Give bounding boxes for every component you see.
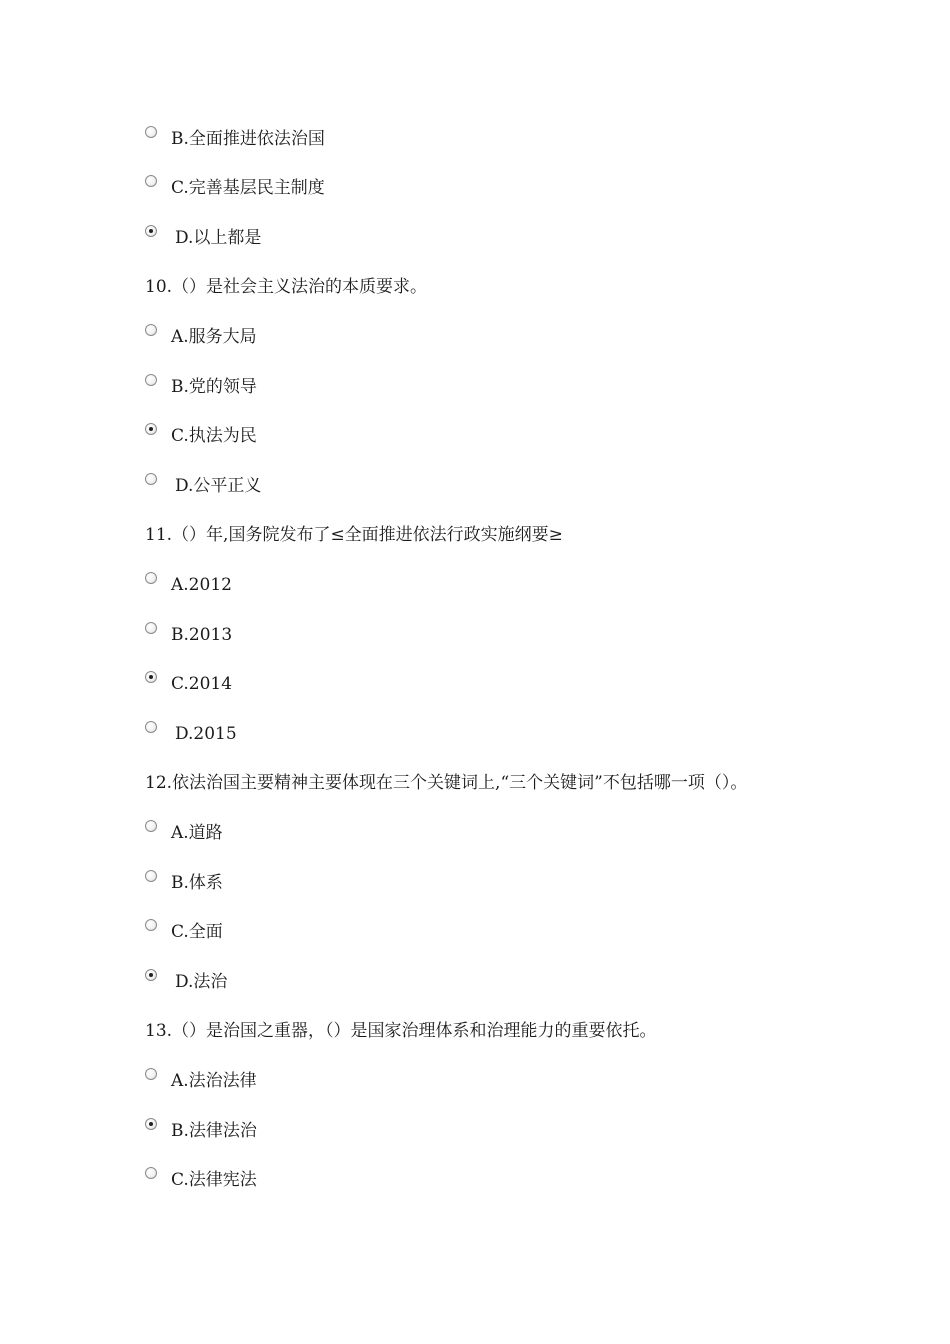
option-label: A.服务大局 (171, 326, 257, 347)
radio-unselected-icon[interactable] (145, 622, 157, 634)
answer-option[interactable] (145, 322, 257, 350)
radio-unselected-icon[interactable] (145, 721, 157, 733)
option-label: C.全面 (171, 922, 223, 943)
option-label: B.体系 (171, 872, 223, 893)
radio-unselected-icon[interactable] (145, 1167, 157, 1179)
radio-unselected-icon[interactable] (145, 1068, 157, 1080)
answer-option[interactable] (145, 223, 261, 251)
question-text: 10.（）是社会主义法治的本质要求。 (145, 276, 428, 297)
option-label: D.法治 (175, 971, 228, 992)
answer-option[interactable] (145, 570, 232, 598)
option-label: A.2012 (171, 574, 232, 595)
answer-option[interactable] (145, 918, 223, 946)
option-label: C.2014 (171, 674, 233, 695)
answer-option[interactable] (145, 620, 232, 648)
answer-option[interactable] (145, 471, 261, 499)
answer-option[interactable] (145, 868, 223, 896)
answer-option[interactable] (145, 1066, 257, 1094)
option-label: D.2015 (175, 723, 237, 744)
radio-selected-icon[interactable] (145, 1118, 157, 1130)
answer-option[interactable] (145, 174, 325, 202)
radio-unselected-icon[interactable] (145, 126, 157, 138)
option-label: B.2013 (171, 624, 233, 645)
answer-option[interactable] (145, 1116, 257, 1144)
radio-unselected-icon[interactable] (145, 175, 157, 187)
radio-unselected-icon[interactable] (145, 572, 157, 584)
radio-unselected-icon[interactable] (145, 473, 157, 485)
option-label: B.法律法治 (171, 1120, 257, 1141)
radio-selected-icon[interactable] (145, 423, 157, 435)
option-label: C.法律宪法 (171, 1170, 257, 1191)
answer-option[interactable] (145, 670, 232, 698)
option-label: D.公平正义 (175, 475, 262, 496)
answer-option[interactable] (145, 818, 223, 846)
option-label: A.道路 (171, 822, 223, 843)
option-label: D.以上都是 (175, 227, 262, 248)
radio-selected-icon[interactable] (145, 225, 157, 237)
radio-selected-icon[interactable] (145, 671, 157, 683)
radio-unselected-icon[interactable] (145, 870, 157, 882)
answer-option[interactable] (145, 719, 237, 747)
option-label: A.法治法律 (171, 1070, 257, 1091)
answer-option[interactable] (145, 372, 257, 400)
option-label: C.执法为民 (171, 426, 257, 447)
question-text: 12.依法治国主要精神主要体现在三个关键词上,“三个关键词”不包括哪一项（）。 (145, 772, 748, 793)
question-text: 11.（）年,国务院发布了≤全面推进依法行政实施纲要≥ (145, 524, 563, 545)
radio-unselected-icon[interactable] (145, 374, 157, 386)
answer-option[interactable] (145, 124, 325, 152)
radio-selected-icon[interactable] (145, 969, 157, 981)
answer-option[interactable] (145, 1166, 257, 1194)
radio-unselected-icon[interactable] (145, 919, 157, 931)
radio-unselected-icon[interactable] (145, 820, 157, 832)
option-label: C.完善基层民主制度 (171, 178, 325, 199)
option-label: B.全面推进依法治国 (171, 128, 325, 149)
option-label: B.党的领导 (171, 376, 257, 397)
answer-option[interactable] (145, 967, 227, 995)
radio-unselected-icon[interactable] (145, 324, 157, 336)
question-text: 13.（）是治国之重器，（）是国家治理体系和治理能力的重要依托。 (145, 1020, 657, 1041)
answer-option[interactable] (145, 422, 257, 450)
